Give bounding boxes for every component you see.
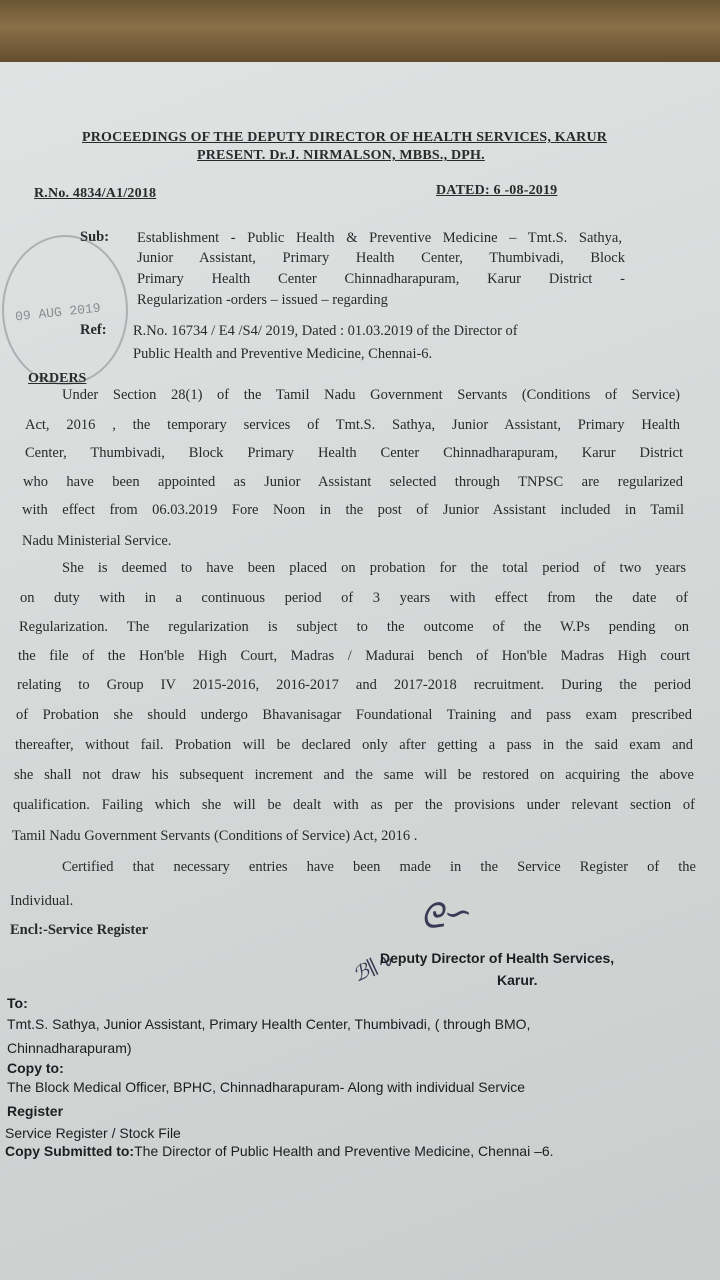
reference-number: R.No. 4834/A1/2018 <box>34 186 157 201</box>
body-line: with effect from 06.03.2019 Fore Noon in the post of Junior Assistant included in Tamil <box>22 502 684 518</box>
body-line: Center, Thumbivadi, Block Primary Health Center Chinnadharapuram, Karur District <box>25 445 683 461</box>
body-line: of Probation she should undergo Bhavanisagar Foundational Training and pass exam prescribed <box>16 707 692 723</box>
body-line: Tamil Nadu Government Servants (Conditions of Service) Act, 2016 . <box>12 828 418 844</box>
copy-to-line: The Block Medical Officer, BPHC, Chinnadharapuram- Along with individual Service <box>7 1079 525 1095</box>
document-title: PROCEEDINGS OF THE DEPUTY DIRECTOR OF HEALTH SERVICES, KARUR <box>82 130 608 145</box>
copy-to-label: Copy to: <box>7 1060 64 1076</box>
enclosure: Encl:-Service Register <box>10 922 149 938</box>
body-line: relating to Group IV 2015-2016, 2016-2017 and 2017-2018 recruitment. During the period <box>17 677 691 693</box>
dated-value: 6 -08-2019 <box>493 183 558 198</box>
copy-submitted <box>5 1143 712 1159</box>
body-line: Individual. <box>10 893 74 909</box>
signatory-place: Karur. <box>497 972 538 988</box>
body-line: who have been appointed as Junior Assistant selected through TNPSC are regularized <box>23 474 683 490</box>
body-line: Act, 2016 , the temporary services of Tmt.S. Sathya, Junior Assistant, Primary Health <box>25 417 680 433</box>
present-officer: PRESENT. Dr.J. NIRMALSON, MBBS., DPH. <box>197 148 485 163</box>
dated-label: DATED: <box>436 183 490 198</box>
dated-field <box>436 183 557 199</box>
body-line: thereafter, without fail. Probation will be declared only after getting a pass in the said exam and <box>15 737 693 753</box>
body-line: the file of the Hon'ble High Court, Madras / Madurai bench of Hon'ble Madras High court <box>18 648 690 664</box>
body-line: qualification. Failing which she will be dealt with as per the provisions under relevant section of <box>13 797 695 813</box>
subject-line: Regularization -orders – issued – regarding <box>137 292 388 308</box>
copy-to-line: Service Register / Stock File <box>5 1125 181 1141</box>
body-line: she shall not draw his subsequent increment and the same will be restored on acquiring the above <box>14 767 694 783</box>
to-label: To: <box>7 995 28 1011</box>
to-line: Chinnadharapuram) <box>7 1040 132 1056</box>
table-background <box>0 0 720 66</box>
to-line: Tmt.S. Sathya, Junior Assistant, Primary Health Center, Thumbivadi, ( through BMO, <box>7 1016 531 1032</box>
subject-line: Establishment - Public Health & Preventive Medicine – Tmt.S. Sathya, <box>137 230 622 246</box>
body-line: Regularization. The regularization is subject to the outcome of the W.Ps pending on <box>19 619 689 635</box>
subject-line: Junior Assistant, Primary Health Center, Thumbivadi, Block <box>137 250 625 266</box>
orders-label: ORDERS <box>28 371 87 386</box>
initials-mark: ℬ∥∿ <box>348 947 397 987</box>
copy-to-line: Register <box>7 1103 64 1119</box>
body-line: Certified that necessary entries have been made in the Service Register of the <box>62 859 696 875</box>
reference-line: Public Health and Preventive Medicine, Chennai-6. <box>133 346 433 362</box>
body-line: on duty with in a continuous period of 3 years with effect from the date of <box>20 590 688 606</box>
stamp-date: 09 AUG 2019 <box>14 300 102 325</box>
reference-label: Ref: <box>80 322 107 338</box>
body-line: She is deemed to have been placed on probation for the total period of two years <box>62 560 686 576</box>
subject-line: Primary Health Center Chinnadharapuram, Karur District - <box>137 271 625 287</box>
copy-submitted-text: The Director of Public Health and Preventive Medicine, Chennai –6. <box>134 1143 554 1159</box>
reference-line: R.No. 16734 / E4 /S4/ 2019, Dated : 01.03.2019 of the Director of <box>133 323 518 339</box>
copy-submitted-label: Copy Submitted to: <box>5 1143 135 1159</box>
signatory-designation: Deputy Director of Health Services, <box>380 950 615 966</box>
body-line: Under Section 28(1) of the Tamil Nadu Government Servants (Conditions of Service) <box>62 387 680 403</box>
subject-label: Sub: <box>80 229 110 245</box>
body-line: Nadu Ministerial Service. <box>22 533 172 549</box>
signature-mark: ᘓ∽ <box>417 891 475 939</box>
